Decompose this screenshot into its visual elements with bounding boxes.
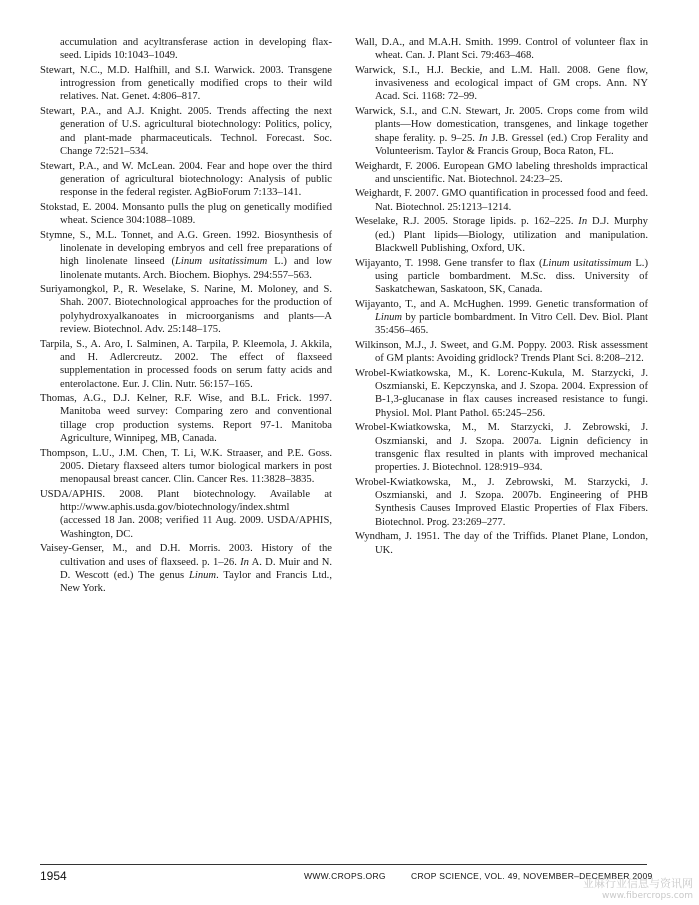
reference-entry — [355, 215, 648, 255]
reference-entry — [355, 187, 648, 214]
reference-text: Warwick, S.I., H.J. Beckie, and L.M. Hall. 2008. Gene flow, invasiveness and ecological impact of GM crops. Ann. NY Acad. Sci. 1168: 72–99. — [355, 64, 648, 103]
reference-entry — [40, 338, 332, 391]
reference-entry — [355, 421, 648, 474]
reference-text: Vaisey-Genser, M., and D.H. Morris. 2003. History of the cultivation and uses of flaxseed. p. 1–26. — [40, 543, 332, 568]
reference-text: Wijayanto, T., and A. McHughen. 1999. Genetic transformation of — [355, 298, 648, 310]
reference-italic: In — [240, 556, 249, 568]
reference-entry — [355, 339, 648, 366]
reference-text: . Taylor and Francis Ltd., New York. — [60, 569, 332, 595]
reference-entry — [40, 392, 332, 445]
reference-text: Weighardt, F. 2006. European GMO labeling thresholds impractical and unscientific. Nat. Biotechnol. 24:23–25. — [355, 160, 648, 185]
reference-italic: Linum usitatissimum — [542, 257, 632, 269]
reference-text: by particle bombardment. In Vitro Cell. Dev. Biol. Plant 35:456–465. — [375, 312, 648, 337]
reference-text: Thomas, A.G., D.J. Kelner, R.F. Wise, and B.L. Frick. 1997. Manitoba weed survey: Comparing zero and conventional tillage crop production systems. Report 97-1. Manitoba Agriculture, Winnipeg, MB, Canada. — [40, 393, 332, 444]
reference-text: Warwick, S.I., and C.N. Stewart, Jr. 2005. Crops come from wild plants—How domestication, transgenes, and linkage together shape ferality. p. 9–25. — [355, 106, 648, 144]
reference-entry — [40, 160, 332, 200]
reference-text: Wrobel-Kwiatkowska, M., M. Starzycki, J. Zebrowski, J. Oszmianski, and J. Szopa. 2007a. Lignin deficiency in transgenic flax resulted in plants with improved mechanical properties. J. Biotechnol. 128:919–934. — [355, 422, 648, 474]
reference-column-left — [40, 36, 332, 597]
footer-rule — [40, 864, 647, 865]
journal-website: WWW.CROPS.ORG — [304, 871, 386, 881]
watermark — [583, 878, 693, 902]
reference-column-right — [355, 36, 648, 558]
watermark-line-2: www.fibercrops.com — [602, 891, 693, 901]
reference-italic: In — [578, 216, 588, 228]
reference-entry — [40, 447, 332, 487]
reference-text: accumulation and acyltransferase action in developing flax-seed. Lipids 10:1043–1049. — [60, 37, 332, 62]
reference-entry — [355, 64, 648, 104]
reference-entry — [40, 64, 332, 104]
reference-entry — [40, 229, 332, 282]
reference-text: Stewart, P.A., and W. McLean. 2004. Fear and hope over the third generation of agricultural biotechnology: Analysis of public response in the federal register. AgBioForum 7:133–141. — [40, 160, 332, 199]
journal-citation: CROP SCIENCE, VOL. 49, NOVEMBER–DECEMBER 2009 — [411, 871, 653, 881]
reference-italic: Linum — [375, 312, 403, 324]
reference-entry — [355, 367, 648, 420]
reference-text: Wrobel-Kwiatkowska, M., J. Zebrowski, M. Starzycki, J. Oszmianski, and J. Szopa. 2007b. Engineering of PHB Synthesis Causes Improved Elastic Properties of Flax Fibers. Biotechnol. Prog. 23:269–277. — [355, 476, 648, 528]
reference-entry — [40, 105, 332, 158]
reference-text: Thompson, L.U., J.M. Chen, T. Li, W.K. Straaser, and P.E. Goss. 2005. Dietary flaxseed alters tumor biological markers in post menopausal breast cancer. Clin. Cancer Res. 11:3828–3835. — [40, 447, 332, 486]
reference-text: Tarpila, S., A. Aro, I. Salminen, A. Tarpila, P. Kleemola, J. Akkila, and H. Adlercreutz. 2002. The effect of flaxseed supplementation in processed foods on serum fatty acids and enterolactone. Eur. J. Clin. Nutr. 56:157–165. — [40, 338, 332, 390]
reference-entry — [40, 542, 332, 595]
reference-text: Wall, D.A., and M.A.H. Smith. 1999. Control of volunteer flax in wheat. Can. J. Plant Sci. 79:463–468. — [355, 37, 648, 62]
reference-text: Weselake, R.J. 2005. Storage lipids. p. 162–225. — [355, 216, 579, 228]
reference-italic: In — [478, 132, 488, 144]
reference-text: Wijayanto, T. 1998. Gene transfer to flax ( — [355, 257, 543, 269]
reference-entry — [40, 36, 332, 63]
reference-text: Wrobel-Kwiatkowska, M., K. Lorenc-Kukula, M. Starzycki, J. Oszmianski, E. Kepczynska, and J. Szopa. 2004. Expression of B-1,3-glucanase in flax causes increased resistance to fungi. Physiol. Mol. Plant Pathol. 65:245–256. — [355, 367, 648, 419]
reference-entry — [40, 283, 332, 336]
reference-text: Stewart, N.C., M.D. Halfhill, and S.I. Warwick. 2003. Transgene introgression from genetically modified crops to their wild relatives. Nat. Genet. 4:806–817. — [40, 64, 332, 103]
reference-text: Wilkinson, M.J., J. Sweet, and G.M. Poppy. 2003. Risk assessment of GM plants: Avoiding gridlock? Trends Plant Sci. 8:208–212. — [355, 339, 648, 365]
reference-entry — [355, 530, 648, 557]
reference-text: L.) and low linolenate mutants. Arch. Biochem. Biophys. 294:557–563. — [60, 256, 332, 281]
reference-entry — [355, 105, 648, 158]
reference-text: Wyndham, J. 1951. The day of the Triffids. Planet Plane, London, UK. — [355, 531, 648, 556]
reference-entry — [40, 201, 332, 228]
reference-italic: Linum usitatissimum — [175, 256, 268, 268]
reference-text: USDA/APHIS. 2008. Plant biotechnology. Available at http://www.aphis.usda.gov/biotechnology/index.shtml (accessed 18 Jan. 2008; verified 11 Aug. 2009. USDA/APHIS, Washington, DC. — [40, 488, 332, 540]
reference-text: J.B. Gressel (ed.) Crop Ferality and Volunteerism. Taylor & Francis Group, Boca Raton, FL. — [375, 132, 648, 157]
reference-entry — [355, 160, 648, 187]
page-number: 1954 — [40, 869, 67, 883]
reference-entry — [355, 257, 648, 297]
watermark-line-1: 亚麻行业信息与资讯网 — [583, 877, 693, 890]
reference-entry — [355, 298, 648, 338]
reference-entry — [40, 488, 332, 541]
reference-text: Suriyamongkol, P., R. Weselake, S. Narine, M. Moloney, and S. Shah. 2007. Biotechnological approaches for the production of polyhydroxyalkanoates in microorganisms and plants—A review. Biotechnol. Adv. 25:148–175. — [40, 284, 332, 336]
reference-text: Weighardt, F. 2007. GMO quantification in processed food and feed. Nat. Biotechnol. 25:1213–1214. — [355, 188, 648, 213]
reference-italic: Linum — [188, 569, 217, 581]
reference-entry — [355, 36, 648, 63]
reference-text: D.J. Murphy (ed.) Plant lipids—Biology, utilization and manipulation. Blackwell Publishing, Oxford, UK. — [375, 216, 648, 254]
reference-text: L.) using particle bombardment. M.Sc. diss. University of Saskatchewan, Saskatoon, SK, Canada. — [375, 257, 648, 296]
reference-text: A. D. Muir and N. D. Wescott (ed.) The genus — [60, 556, 333, 581]
reference-text: Stewart, P.A., and A.J. Knight. 2005. Trends affecting the next generation of U.S. agricultural biotechnology: Politics, policy, and plant-made pharmaceuticals. Technol. Forecast. Soc. Change 72:521–534. — [40, 106, 332, 157]
reference-text: Stymne, S., M.L. Tonnet, and A.G. Green. 1992. Biosynthesis of linolenate in developing embryos and cell free preparations of high linolenate linseed ( — [40, 229, 332, 268]
reference-text: Stokstad, E. 2004. Monsanto pulls the plug on genetically modified wheat. Science 304:1088–1089. — [40, 201, 332, 227]
reference-entry — [355, 476, 648, 529]
